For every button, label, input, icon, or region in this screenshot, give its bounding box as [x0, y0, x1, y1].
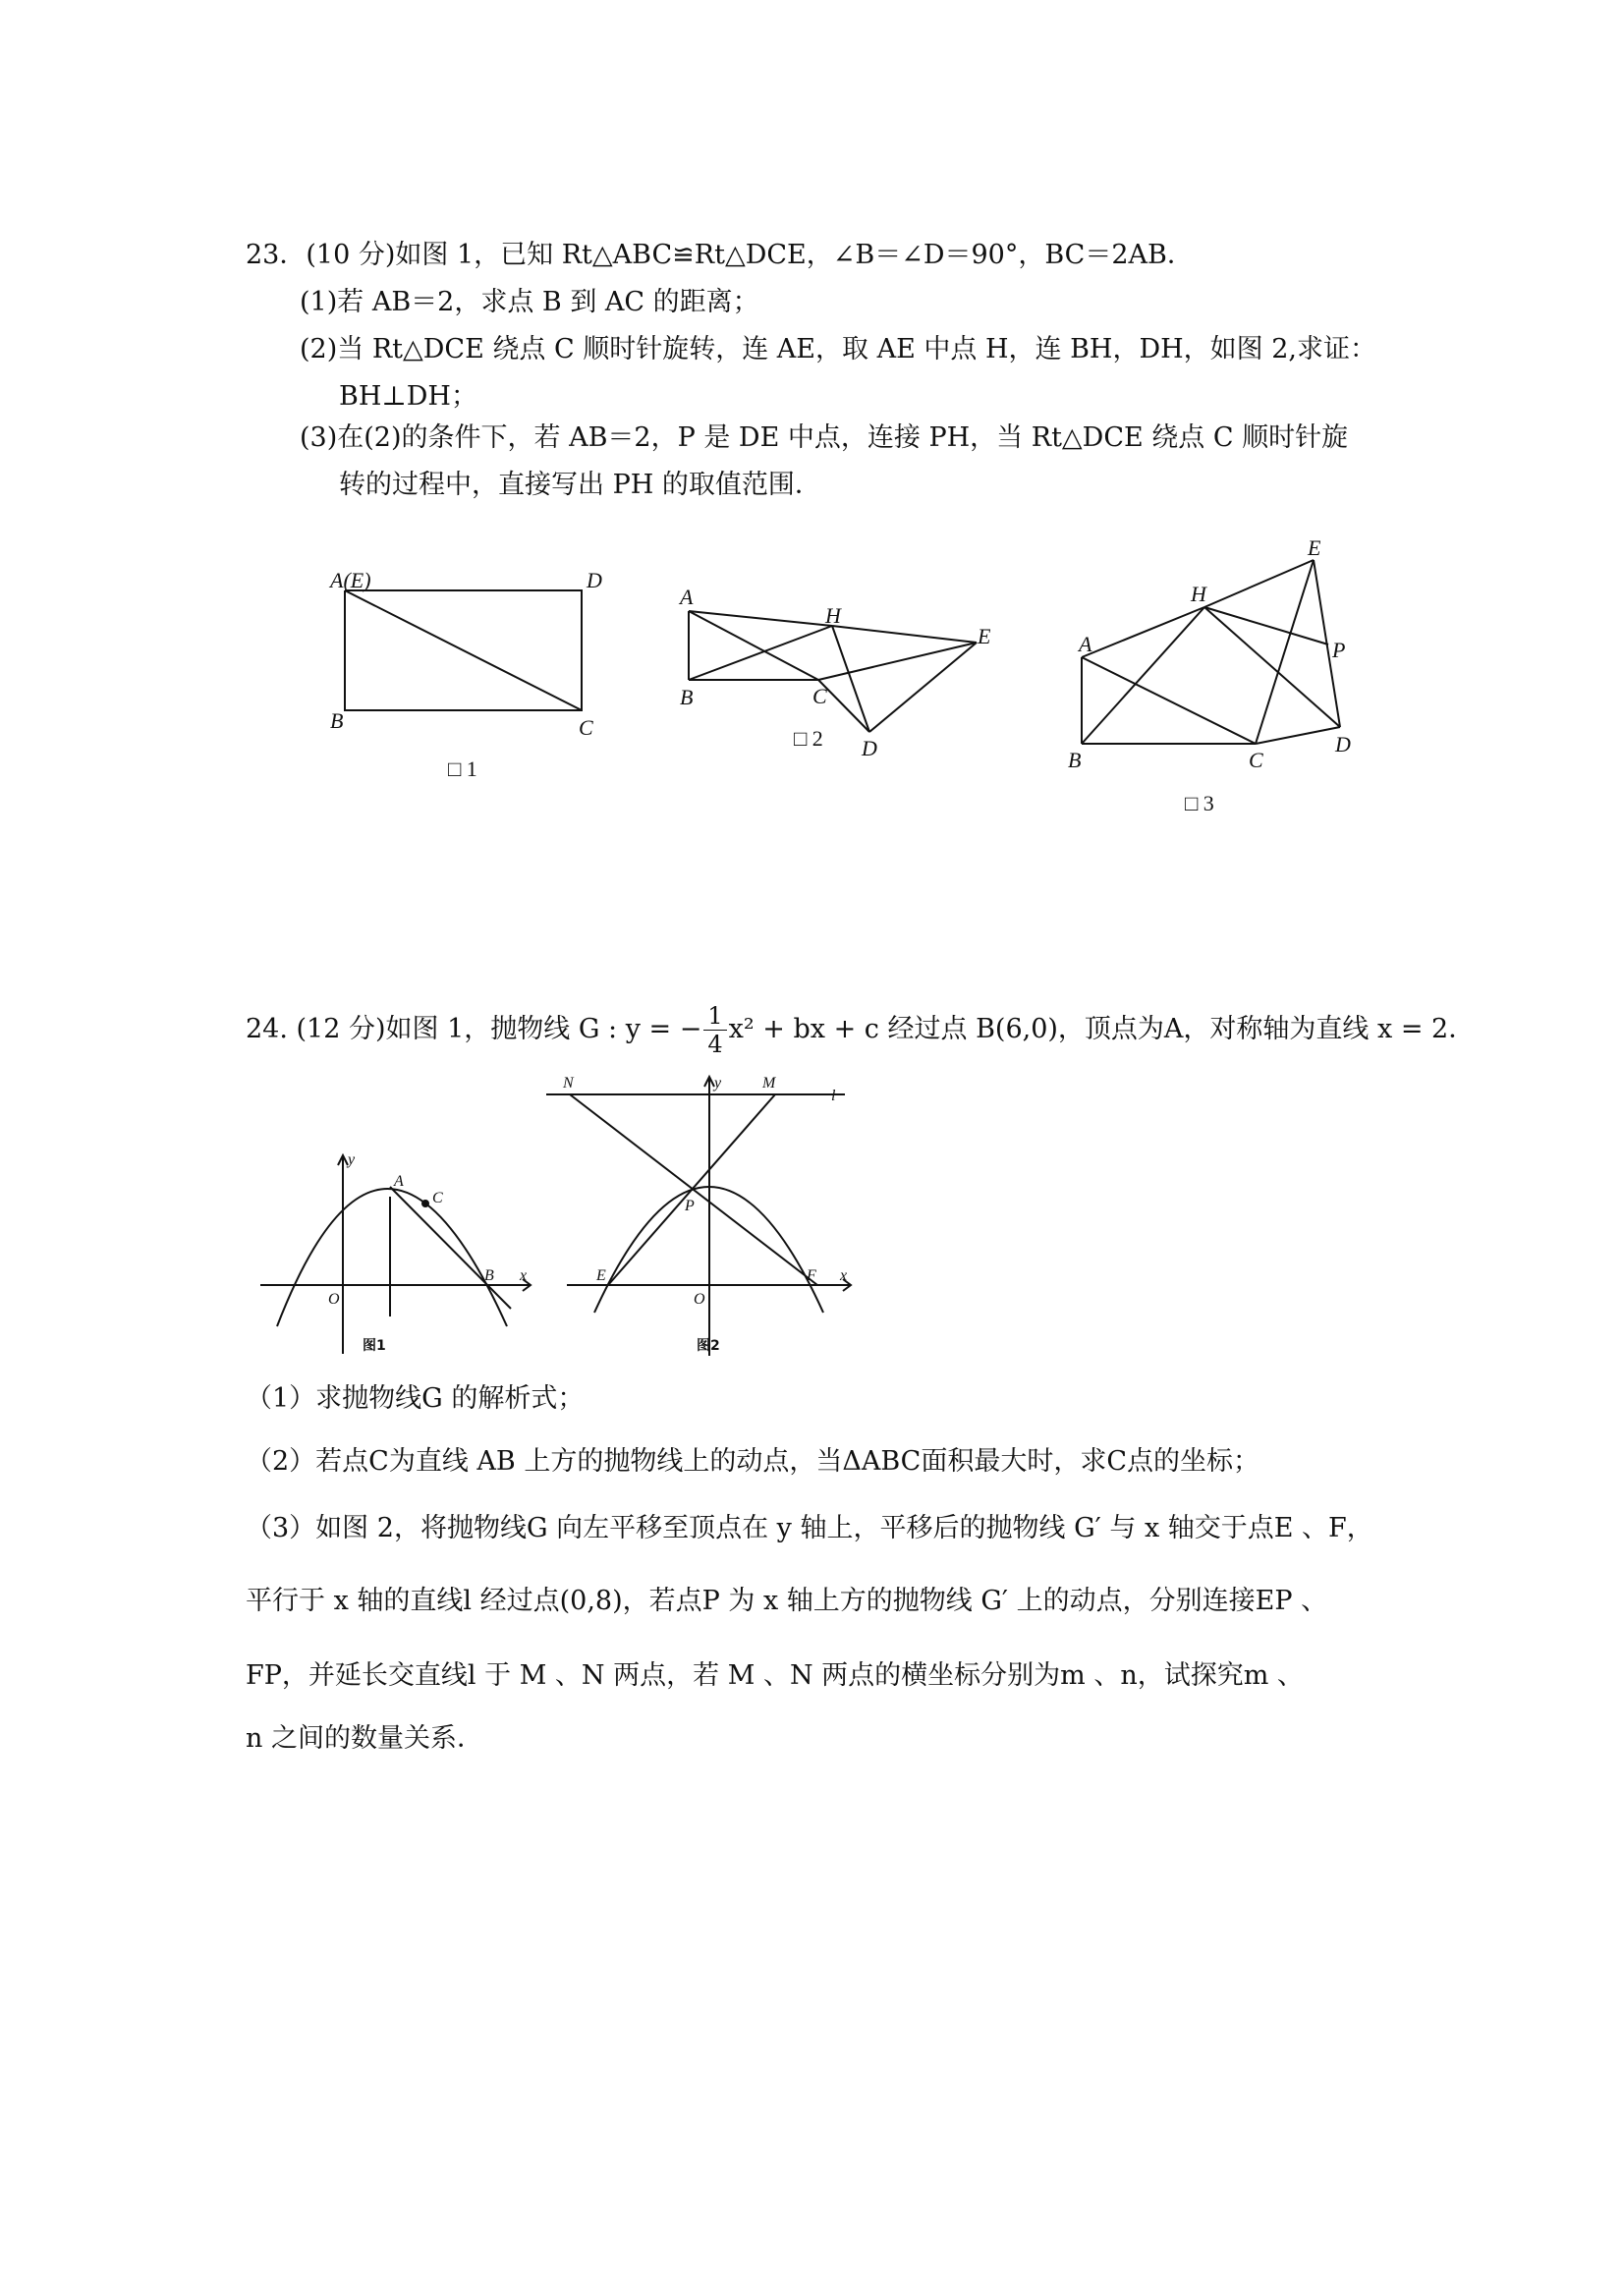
fig1-label-ae: A(E)	[330, 568, 371, 592]
q24-figure-2	[546, 1075, 851, 1356]
fig24-2-label-n: N	[563, 1075, 574, 1092]
q24-stem-suffix: x² + bx + c 经过点 B(6,0)，顶点为A，对称轴为直线 x = 2．	[728, 1014, 1476, 1044]
q24-part3-line2: 平行于 x 轴的直线l 经过点(0,8)，若点P 为 x 轴上方的抛物线 G′ 上的动点，分别连接EP 、	[246, 1586, 1328, 1616]
fig24-1-caption: 图1	[363, 1338, 386, 1354]
fig24-1-label-b: B	[484, 1267, 494, 1284]
fig24-2-label-l: l	[831, 1088, 836, 1104]
q24-frac-num: 1	[703, 1002, 726, 1031]
q23-part3-line1: (3)在(2)的条件下，若 AB＝2，P 是 DE 中点，连接 PH，当 Rt△DCE 绕点 C 顺时针旋	[300, 422, 1349, 453]
fig3-label-p: P	[1332, 638, 1346, 662]
fig24-1-label-c: C	[432, 1190, 443, 1206]
q23-part3-line2: 转的过程中，直接写出 PH 的取值范围．	[339, 470, 821, 500]
fig1-caption: □ 1	[448, 756, 477, 781]
fig24-1-label-a: A	[394, 1173, 404, 1190]
fig3-label-b: B	[1068, 748, 1082, 772]
q24-figure-1	[260, 1151, 531, 1354]
fig24-2-label-y: y	[714, 1075, 722, 1092]
q24-part3-line3: FP，并延长交直线l 于 M 、N 两点，若 M 、N 两点的横坐标分别为m 、n，试探究m 、	[246, 1660, 1304, 1691]
fig3-label-c: C	[1249, 748, 1263, 772]
fig24-1-label-o: O	[328, 1291, 340, 1308]
fig2-label-d: D	[862, 736, 877, 760]
fig24-2-label-x: x	[840, 1267, 848, 1284]
q23-part1: (1)若 AB＝2，求点 B 到 AC 的距离；	[300, 287, 759, 317]
fig2-label-h: H	[825, 603, 841, 628]
fig3-caption: □ 3	[1185, 791, 1214, 815]
q24-frac-den: 4	[707, 1031, 723, 1058]
q24-part3-line1: （3）如图 2，将抛物线G 向左平移至顶点在 y 轴上，平移后的抛物线 G′ 与 x 轴交于点E 、F，	[246, 1513, 1373, 1543]
fig2-label-c: C	[812, 684, 827, 708]
fig24-2-label-m: M	[762, 1075, 776, 1092]
fig24-2-label-f: F	[807, 1267, 816, 1284]
point-c-dot	[422, 1201, 429, 1207]
fig3-label-h: H	[1191, 582, 1206, 606]
fig1-label-c: C	[579, 715, 593, 740]
fig24-2-caption: 图2	[697, 1338, 720, 1354]
fig2-label-a: A	[680, 585, 694, 609]
fig3-label-e: E	[1308, 535, 1321, 560]
q24-stem-prefix: 24. (12 分)如图 1，抛物线 G : y = −	[246, 1014, 702, 1044]
q24-part2: （2）若点C为直线 AB 上方的抛物线上的动点，当ΔABC面积最大时，求C点的坐标；	[246, 1446, 1259, 1477]
q24-part3-line4: n 之间的数量关系．	[246, 1723, 483, 1754]
fig24-2-label-e: E	[596, 1267, 606, 1284]
fig2-label-e: E	[978, 624, 991, 648]
fig2-caption: □ 2	[794, 726, 823, 751]
fig24-1-label-y: y	[348, 1151, 356, 1168]
fig3-label-d: D	[1335, 732, 1351, 756]
fig24-2-label-o: O	[694, 1291, 705, 1308]
q23-part2-line2: BH⊥DH；	[339, 381, 477, 412]
q24-part1: （1）求抛物线G 的解析式；	[246, 1383, 585, 1414]
fig3-label-a: A	[1079, 632, 1092, 656]
q23-stem: 23．(10 分)如图 1，已知 Rt△ABC≌Rt△DCE，∠B＝∠D＝90°，BC＝2AB．	[246, 240, 1194, 270]
fig24-1-label-x: x	[520, 1267, 528, 1284]
fig2-label-b: B	[680, 685, 694, 709]
q23-part2-line1: (2)当 Rt△DCE 绕点 C 顺时针旋转，连 AE，取 AE 中点 H，连 BH，DH，如图 2,求证：	[300, 334, 1376, 364]
fig24-2-label-p: P	[685, 1198, 695, 1214]
fig1-label-b: B	[330, 708, 344, 733]
fig1-label-d: D	[587, 568, 602, 592]
